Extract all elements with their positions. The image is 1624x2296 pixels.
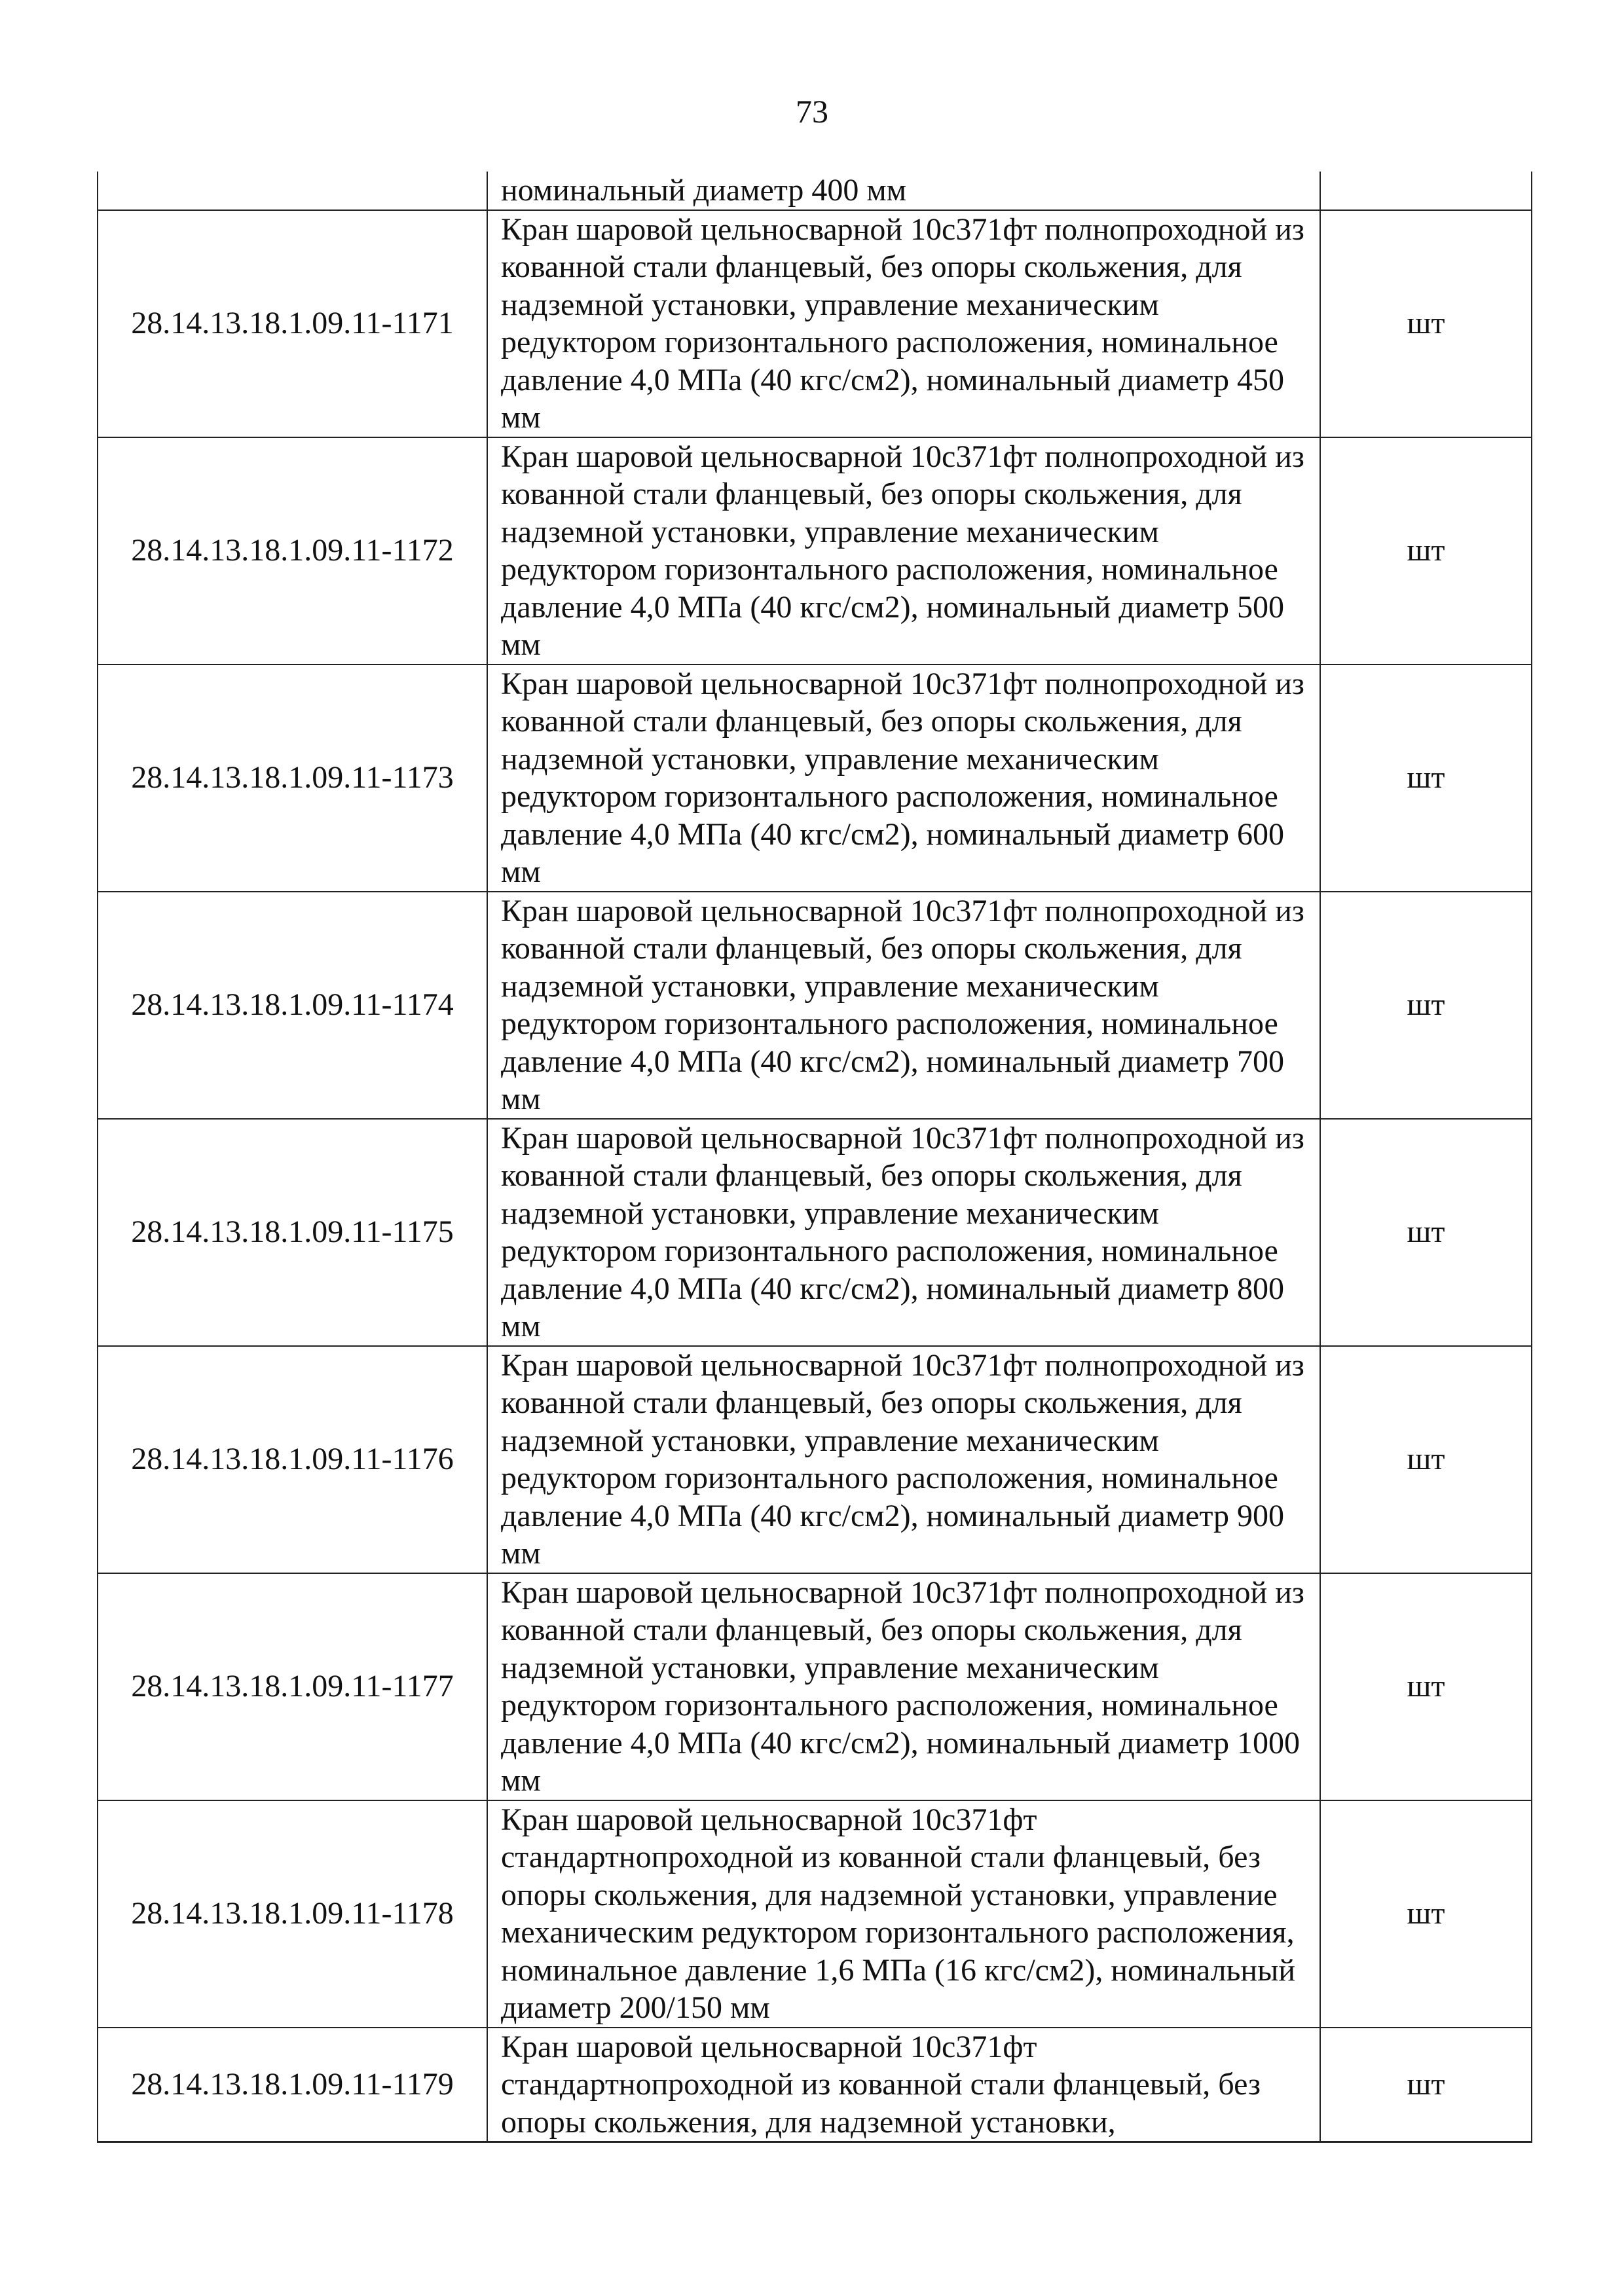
row-code: 28.14.13.18.1.09.11-1179 bbox=[98, 2028, 487, 2142]
row-description: Кран шаровой цельносварной 10с371фт полнопроходной из кованной стали фланцевый, без опоры скольжения, для надземной установки, управление механическим редуктором горизонтального расположения, номинальное давление 4,0 МПа (40 кгс/см2), номинальный диаметр 500 мм bbox=[487, 437, 1320, 665]
row-code: 28.14.13.18.1.09.11-1172 bbox=[98, 437, 487, 665]
row-description: номинальный диаметр 400 мм bbox=[487, 172, 1320, 210]
row-code: 28.14.13.18.1.09.11-1175 bbox=[98, 1119, 487, 1346]
row-description: Кран шаровой цельносварной 10с371фт полнопроходной из кованной стали фланцевый, без опоры скольжения, для надземной установки, управление механическим редуктором горизонтального расположения, номинальное давление 4,0 МПа (40 кгс/см2), номинальный диаметр 1000 мм bbox=[487, 1573, 1320, 1800]
row-description: Кран шаровой цельносварной 10с371фт полнопроходной из кованной стали фланцевый, без опоры скольжения, для надземной установки, управление механическим редуктором горизонтального расположения, номинальное давление 4,0 МПа (40 кгс/см2), номинальный диаметр 700 мм bbox=[487, 892, 1320, 1119]
row-code: 28.14.13.18.1.09.11-1176 bbox=[98, 1346, 487, 1573]
table-row bbox=[98, 2028, 1532, 2142]
row-unit: шт bbox=[1320, 2028, 1532, 2142]
row-code: 28.14.13.18.1.09.11-1178 bbox=[98, 1800, 487, 2028]
row-unit: шт bbox=[1320, 1119, 1532, 1346]
table-row bbox=[98, 1573, 1532, 1800]
row-description: Кран шаровой цельносварной 10с371фт стандартнопроходной из кованной стали фланцевый, без опоры скольжения, для надземной установки, управление механическим редуктором горизонтального расположения, номинальное давление 1,6 МПа (16 кгс/см2), номинальный диаметр 200/150 мм bbox=[487, 1800, 1320, 2028]
row-description: Кран шаровой цельносварной 10с371фт полнопроходной из кованной стали фланцевый, без опоры скольжения, для надземной установки, управление механическим редуктором горизонтального расположения, номинальное давление 4,0 МПа (40 кгс/см2), номинальный диаметр 900 мм bbox=[487, 1346, 1320, 1573]
row-unit: шт bbox=[1320, 665, 1532, 892]
table-row bbox=[98, 665, 1532, 892]
row-code: 28.14.13.18.1.09.11-1171 bbox=[98, 210, 487, 437]
row-description: Кран шаровой цельносварной 10с371фт полнопроходной из кованной стали фланцевый, без опоры скольжения, для надземной установки, управление механическим редуктором горизонтального расположения, номинальное давление 4,0 МПа (40 кгс/см2), номинальный диаметр 600 мм bbox=[487, 665, 1320, 892]
table-row bbox=[98, 1800, 1532, 2028]
table-row bbox=[98, 1119, 1532, 1346]
row-code: 28.14.13.18.1.09.11-1173 bbox=[98, 665, 487, 892]
row-unit: шт bbox=[1320, 437, 1532, 665]
table-row-continuation bbox=[98, 172, 1532, 210]
row-unit bbox=[1320, 172, 1532, 210]
table-row bbox=[98, 437, 1532, 665]
row-code: 28.14.13.18.1.09.11-1174 bbox=[98, 892, 487, 1119]
table-row bbox=[98, 892, 1532, 1119]
row-description: Кран шаровой цельносварной 10с371фт стандартнопроходной из кованной стали фланцевый, без опоры скольжения, для надземной установки, bbox=[487, 2028, 1320, 2142]
page-number: 73 bbox=[796, 93, 828, 130]
row-unit: шт bbox=[1320, 210, 1532, 437]
table-row bbox=[98, 1346, 1532, 1573]
row-code bbox=[98, 172, 487, 210]
row-unit: шт bbox=[1320, 1346, 1532, 1573]
price-table bbox=[97, 172, 1532, 2143]
row-unit: шт bbox=[1320, 1800, 1532, 2028]
table-row bbox=[98, 210, 1532, 437]
row-unit: шт bbox=[1320, 892, 1532, 1119]
row-code: 28.14.13.18.1.09.11-1177 bbox=[98, 1573, 487, 1800]
row-unit: шт bbox=[1320, 1573, 1532, 1800]
row-description: Кран шаровой цельносварной 10с371фт полнопроходной из кованной стали фланцевый, без опоры скольжения, для надземной установки, управление механическим редуктором горизонтального расположения, номинальное давление 4,0 МПа (40 кгс/см2), номинальный диаметр 450 мм bbox=[487, 210, 1320, 437]
row-description: Кран шаровой цельносварной 10с371фт полнопроходной из кованной стали фланцевый, без опоры скольжения, для надземной установки, управление механическим редуктором горизонтального расположения, номинальное давление 4,0 МПа (40 кгс/см2), номинальный диаметр 800 мм bbox=[487, 1119, 1320, 1346]
